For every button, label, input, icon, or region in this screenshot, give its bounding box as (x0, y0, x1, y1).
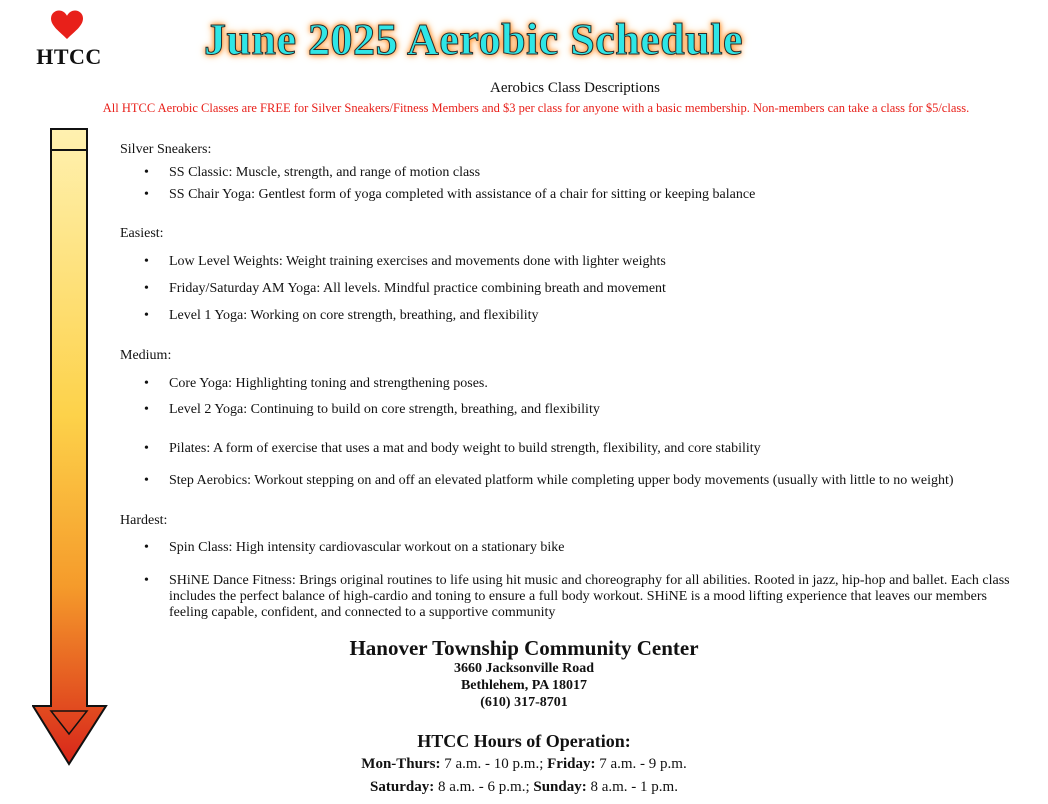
hours-value: 7 a.m. - 10 p.m.; (444, 756, 544, 772)
hours-label: Saturday: (370, 779, 435, 795)
list-item: • Step Aerobics: Workout stepping on and off an elevated platform while completing upper body movements (usually with little to no weight) (144, 473, 954, 488)
list-item: • Low Level Weights: Weight training exercises and movements done with lighter weights (144, 254, 666, 269)
list-item: • SHiNE Dance Fitness: Brings original routines to life using hit music and choreography for all abilities. Rooted in jazz, hip-hop and ballet. Each class includes the perfect balance of high-cardio and toning to ensure a full body workout. SHiNE is a mood lifting experience that leaves our members feeling capable, confident, and connected to a supportive community (144, 573, 1010, 620)
page-title: June 2025 Aerobic Schedule (204, 15, 744, 64)
hours-label: Friday: (547, 756, 596, 772)
list-item: • Pilates: A form of exercise that uses a mat and body weight to build strength, flexibility, and core stability (144, 441, 761, 456)
hours-value: 8 a.m. - 1 p.m. (590, 779, 678, 795)
hours-value: 8 a.m. - 6 p.m.; (437, 779, 530, 795)
heart-icon (50, 10, 84, 40)
list-item: • Level 2 Yoga: Continuing to build on core strength, breathing, and flexibility (144, 402, 600, 417)
hours-weekend (0, 779, 1048, 796)
list-item: • Core Yoga: Highlighting toning and strengthening poses. (144, 376, 488, 391)
logo-text: HTCC (36, 44, 102, 69)
section-title-silver-sneakers: Silver Sneakers: (120, 142, 212, 157)
hours-title: HTCC Hours of Operation: (417, 731, 631, 751)
list-item: • Level 1 Yoga: Working on core strength, breathing, and flexibility (144, 308, 539, 323)
section-title-hardest: Hardest: (120, 513, 168, 528)
section-title-medium: Medium: (120, 348, 172, 363)
phone-number: (610) 317-8701 (480, 695, 568, 710)
list-item: • SS Classic: Muscle, strength, and range of motion class (144, 165, 481, 180)
htcc-logo (34, 10, 104, 70)
list-item: • SS Chair Yoga: Gentlest form of yoga completed with assistance of a chair for sitting or keeping balance (144, 187, 756, 202)
list-item: • Spin Class: High intensity cardiovascular workout on a stationary bike (144, 540, 565, 555)
section-title-easiest: Easiest: (120, 226, 164, 241)
address-line-1: 3660 Jacksonville Road (453, 661, 594, 676)
pricing-notice: All HTCC Aerobic Classes are FREE for Silver Sneakers/Fitness Members and $3 per class for anyone with a basic membership. Non-members can take a class for $5/class. (102, 101, 970, 115)
list-item: • Friday/Saturday AM Yoga: All levels. Mindful practice combining breath and movement (144, 281, 666, 296)
center-name: Hanover Township Community Center (349, 636, 699, 660)
hours-label: Sunday: (533, 779, 587, 795)
page-subtitle: Aerobics Class Descriptions (490, 80, 660, 96)
hours-label: Mon-Thurs: (361, 756, 441, 772)
address-line-2: Bethlehem, PA 18017 (460, 678, 588, 693)
hours-value: 7 a.m. - 9 p.m. (599, 756, 687, 772)
hours-weekday (0, 756, 1048, 773)
